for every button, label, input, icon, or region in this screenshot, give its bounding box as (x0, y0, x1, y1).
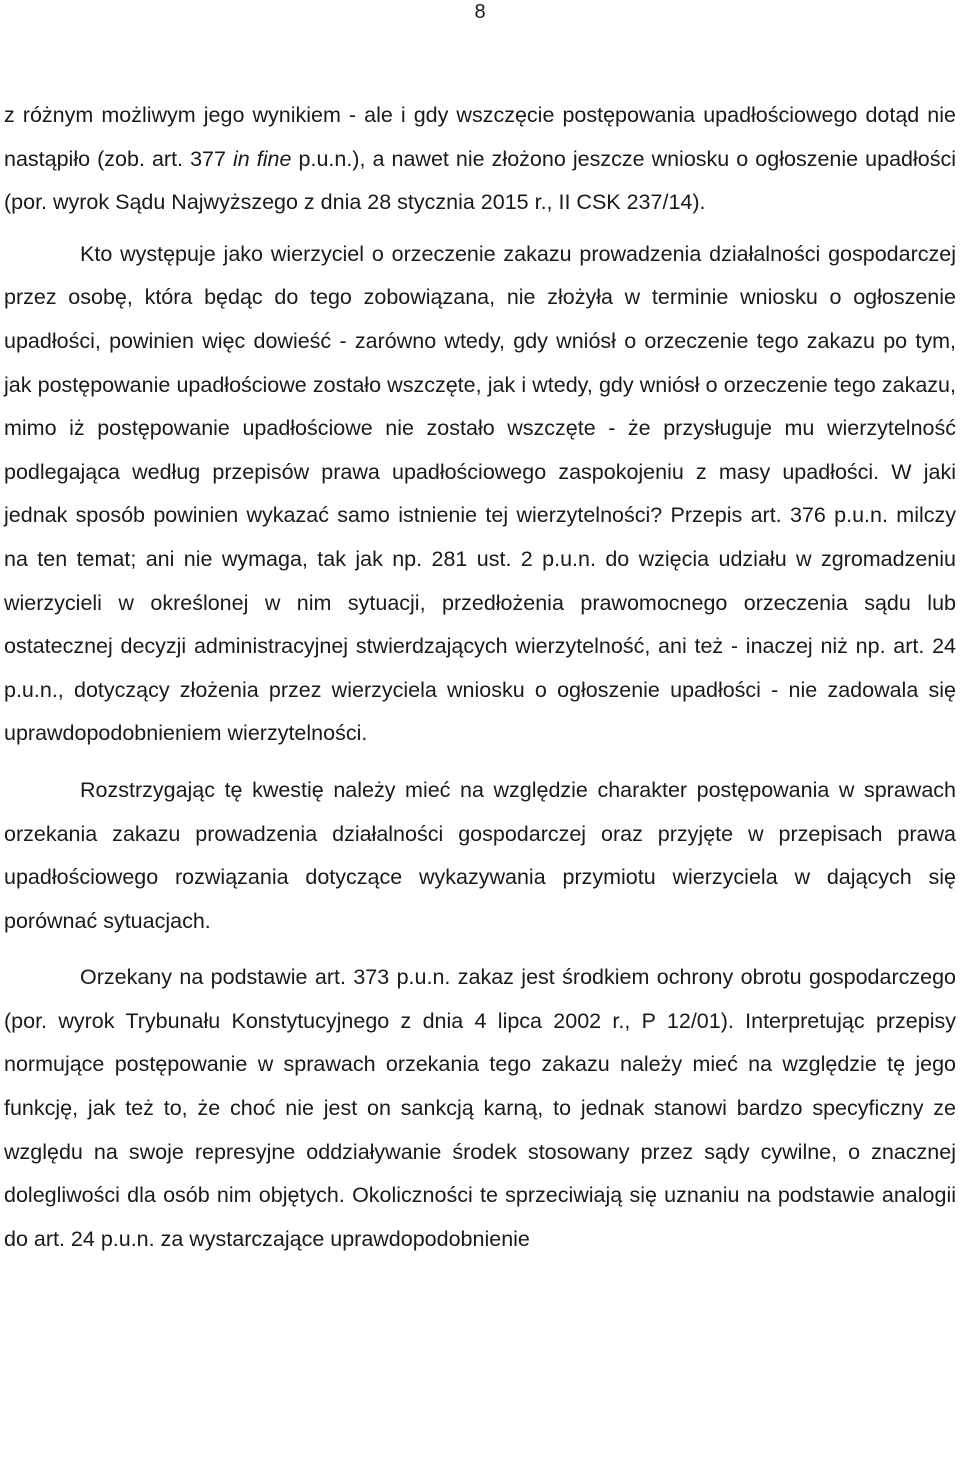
paragraph-1-text-end: p.u.n.), a nawet nie złożono jeszcze wniosku o ogłoszenie upadłości (por. wyrok Sądu Najwyższego z dnia 28 stycznia 2015 r., II CSK 237/14). (4, 146, 956, 215)
paragraph-1-text-start: z różnym możliwym jego wynikiem - ale i gdy wszczęcie postępowania upadłościowego dotąd nie nastąpiło (zob. art. 377 (4, 103, 956, 171)
paragraph-spacer (4, 756, 956, 769)
paragraph-2: Kto występuje jako wierzyciel o orzeczenie zakazu prowadzenia działalności gospodarczej przez osobę, która będąc do tego zobowiązana, nie złożyła w terminie wniosku o ogłoszenie upadłości, powinien więc dowieść - zarówno wtedy, gdy wniósł o orzeczenie tego zakazu po tym, jak postępowanie upadłościowe zostało wszczęte, jak i wtedy, gdy wniósł o orzeczenie tego zakazu, mimo iż postępowanie upadłościowe nie zostało wszczęte - że przysługuje mu wierzytelność podlegająca według przepisów prawa upadłościowego zaspokojeniu z masy upadłości. W jaki jednak sposób powinien wykazać samo istnienie tej wierzytelności? Przepis art. 376 p.u.n. milczy na ten temat; ani nie wymaga, tak jak np. 281 ust. 2 p.u.n. do wzięcia udziału w zgromadzeniu wierzycieli w określonej w nim sytuacji, przedłożenia prawomocnego orzeczenia sądu lub ostatecznej decyzji administracyjnej stwierdzających wierzytelność, ani też - inaczej niż np. art. 24 p.u.n., dotyczący złożenia przez wierzyciela wniosku o ogłoszenie upadłości - nie zadowala się uprawdopodobnieniem wierzytelności. (4, 241, 956, 746)
paragraph-1-italic-phrase: in fine (233, 146, 292, 171)
page-number: 8 (474, 1, 486, 23)
paragraph-spacer (4, 943, 956, 956)
document-body (4, 94, 956, 1261)
paragraph-3: Rozstrzygając tę kwestię należy mieć na względzie charakter postępowania w sprawach orzekania zakazu prowadzenia działalności gospodarczej oraz przyjęte w przepisach prawa upadłościowego rozwiązania dotyczące wykazywania przymiotu wierzyciela w dających się porównać sytuacjach. (4, 777, 956, 933)
paragraph-1 (4, 94, 956, 225)
paragraph-4: Orzekany na podstawie art. 373 p.u.n. zakaz jest środkiem ochrony obrotu gospodarczego (por. wyrok Trybunału Konstytucyjnego z dnia 4 lipca 2002 r., P 12/01). Interpretując przepisy normujące postępowanie w sprawach orzekania tego zakazu należy mieć na względzie tę jego funkcję, jak też to, że choć nie jest on sankcją karną, to jednak stanowi bardzo specyficzny ze względu na swoje represyjne oddziaływanie środek stosowany przez sądy cywilne, o znacznej dolegliwości dla osób nim objętych. Okoliczności te sprzeciwiają się uznaniu na podstawie analogii do art. 24 p.u.n. za wystarczające uprawdopodobnienie (4, 965, 956, 1251)
paragraph-spacer (4, 225, 956, 233)
